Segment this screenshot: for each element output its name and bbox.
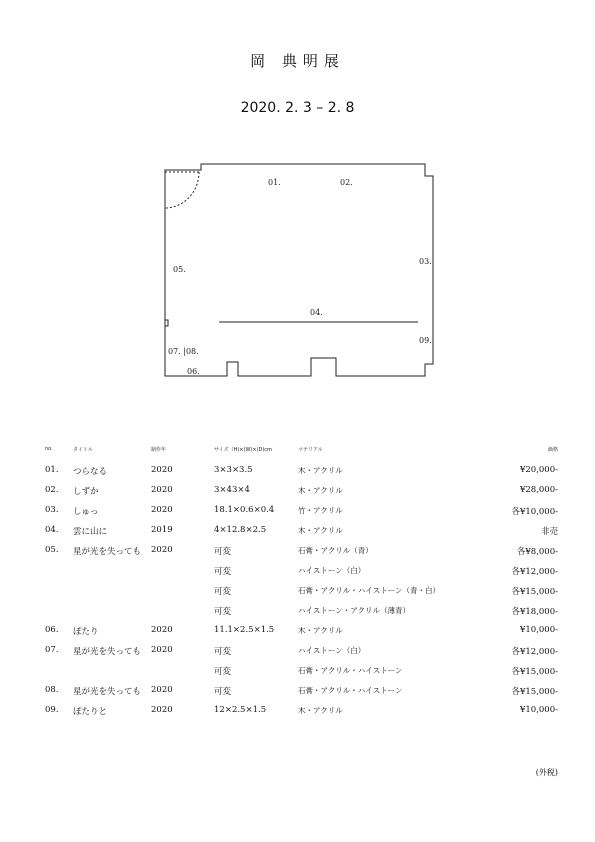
cell-price: 各¥15,000- <box>511 687 558 697</box>
cell-title: 雲に山に <box>73 527 108 537</box>
cell-price: 非売 <box>540 527 558 537</box>
cell-no: 04. <box>45 525 59 535</box>
cell-title: 星が光を失っても <box>73 547 142 557</box>
cell-price: ¥28,000- <box>519 485 558 495</box>
cell-material: 石膏・アクリル・ハイストーン <box>298 686 403 695</box>
cell-no: 09. <box>45 705 59 715</box>
door-swing <box>165 172 199 208</box>
cell-price: 各¥12,000- <box>511 567 558 577</box>
cell-title: 星が光を失っても <box>73 647 142 657</box>
table-row <box>0 505 595 525</box>
wall-notch <box>165 320 168 326</box>
cell-size: 3×3×3.5 <box>214 465 253 475</box>
table-row <box>0 485 595 505</box>
cell-title: しゅっ <box>73 507 99 517</box>
cell-price: 各¥8,000- <box>516 547 558 557</box>
cell-material: 石膏・アクリル・ハイストーン（青・白） <box>298 586 441 595</box>
table-row <box>0 565 595 585</box>
plan-label-04: 04. <box>310 308 323 317</box>
cell-title: ぽたりと <box>73 707 108 717</box>
cell-no: 08. <box>45 685 59 695</box>
cell-size: 18.1×0.6×0.4 <box>214 505 275 515</box>
plan-label-03: 03. <box>419 257 432 266</box>
cell-material: 竹・アクリル <box>298 506 343 515</box>
cell-price: 各¥15,000- <box>511 667 558 677</box>
cell-material: 木・アクリル <box>298 706 343 715</box>
tax-note: (外税) <box>535 768 558 777</box>
cell-price: 各¥10,000- <box>511 507 558 517</box>
plan-label-05: 05. <box>173 265 186 274</box>
floor-plan <box>0 0 595 420</box>
cell-year: 2020 <box>151 645 173 655</box>
cell-no: 06. <box>45 625 59 635</box>
cell-no: 01. <box>45 465 59 475</box>
plan-label-09: 09. <box>419 336 432 345</box>
cell-no: 02. <box>45 485 59 495</box>
cell-material: 木・アクリル <box>298 626 343 635</box>
cell-size: 3×43×4 <box>214 485 250 495</box>
cell-size: 11.1×2.5×1.5 <box>214 625 275 635</box>
cell-year: 2020 <box>151 705 173 715</box>
cell-size: 可変 <box>214 647 232 657</box>
cell-year: 2020 <box>151 505 173 515</box>
floor-plan-outline <box>165 164 433 376</box>
cell-size: 可変 <box>214 587 232 597</box>
table-row <box>0 545 595 565</box>
table-row <box>0 685 595 705</box>
table-row <box>0 625 595 645</box>
cell-year: 2019 <box>151 525 173 535</box>
exhibition-dates: 2020. 2. 3 – 2. 8 <box>240 100 355 116</box>
cell-material: ハイストーン（白） <box>298 566 366 575</box>
header-year: 制作年 <box>151 447 167 453</box>
table-row <box>0 525 595 545</box>
header-no: no. <box>45 446 53 452</box>
page-title: 岡 典明展 <box>250 52 345 70</box>
cell-title: ぽたり <box>73 627 99 637</box>
cell-no: 05. <box>45 545 59 555</box>
cell-no: 07. <box>45 645 59 655</box>
table-row <box>0 585 595 605</box>
cell-size: 12×2.5×1.5 <box>214 705 267 715</box>
cell-title: 星が光を失っても <box>73 687 142 697</box>
plan-label-06: 06. <box>187 367 200 376</box>
cell-material: ハイストーン（白） <box>298 646 366 655</box>
cell-year: 2020 <box>151 465 173 475</box>
header-size: サイズ（H)×(W)×(D)cm <box>214 447 272 453</box>
cell-material: 木・アクリル <box>298 486 343 495</box>
cell-price: 各¥18,000- <box>511 607 558 617</box>
cell-price: ¥10,000- <box>519 625 558 635</box>
cell-material: 石膏・アクリル（青） <box>298 546 373 555</box>
header-title: タイトル <box>73 447 93 453</box>
cell-material: 木・アクリル <box>298 466 343 475</box>
cell-price: 各¥15,000- <box>511 587 558 597</box>
cell-year: 2020 <box>151 685 173 695</box>
cell-size: 可変 <box>214 607 232 617</box>
cell-material: 石膏・アクリル・ハイストーン <box>298 666 403 675</box>
header-price: 価格 <box>547 447 558 453</box>
cell-size: 4×12.8×2.5 <box>214 525 267 535</box>
cell-year: 2020 <box>151 485 173 495</box>
cell-title: しずか <box>73 487 99 497</box>
plan-label-01: 01. <box>268 178 281 187</box>
cell-no: 03. <box>45 505 59 515</box>
cell-year: 2020 <box>151 545 173 555</box>
header-material: マテリアル <box>298 447 323 453</box>
cell-size: 可変 <box>214 567 232 577</box>
table-row <box>0 705 595 725</box>
cell-title: つらなる <box>73 467 108 477</box>
plan-label-07-08: 07. |08. <box>168 347 199 356</box>
table-row <box>0 465 595 485</box>
table-row <box>0 665 595 685</box>
cell-year: 2020 <box>151 625 173 635</box>
cell-price: 各¥12,000- <box>511 647 558 657</box>
cell-material: ハイストーン・アクリル（薄青） <box>298 606 411 615</box>
cell-size: 可変 <box>214 667 232 677</box>
cell-size: 可変 <box>214 687 232 697</box>
cell-size: 可変 <box>214 547 232 557</box>
table-row <box>0 605 595 625</box>
plan-label-02: 02. <box>340 178 353 187</box>
cell-material: 木・アクリル <box>298 526 343 535</box>
cell-price: ¥20,000- <box>519 465 558 475</box>
table-row <box>0 645 595 665</box>
cell-price: ¥10,000- <box>519 705 558 715</box>
